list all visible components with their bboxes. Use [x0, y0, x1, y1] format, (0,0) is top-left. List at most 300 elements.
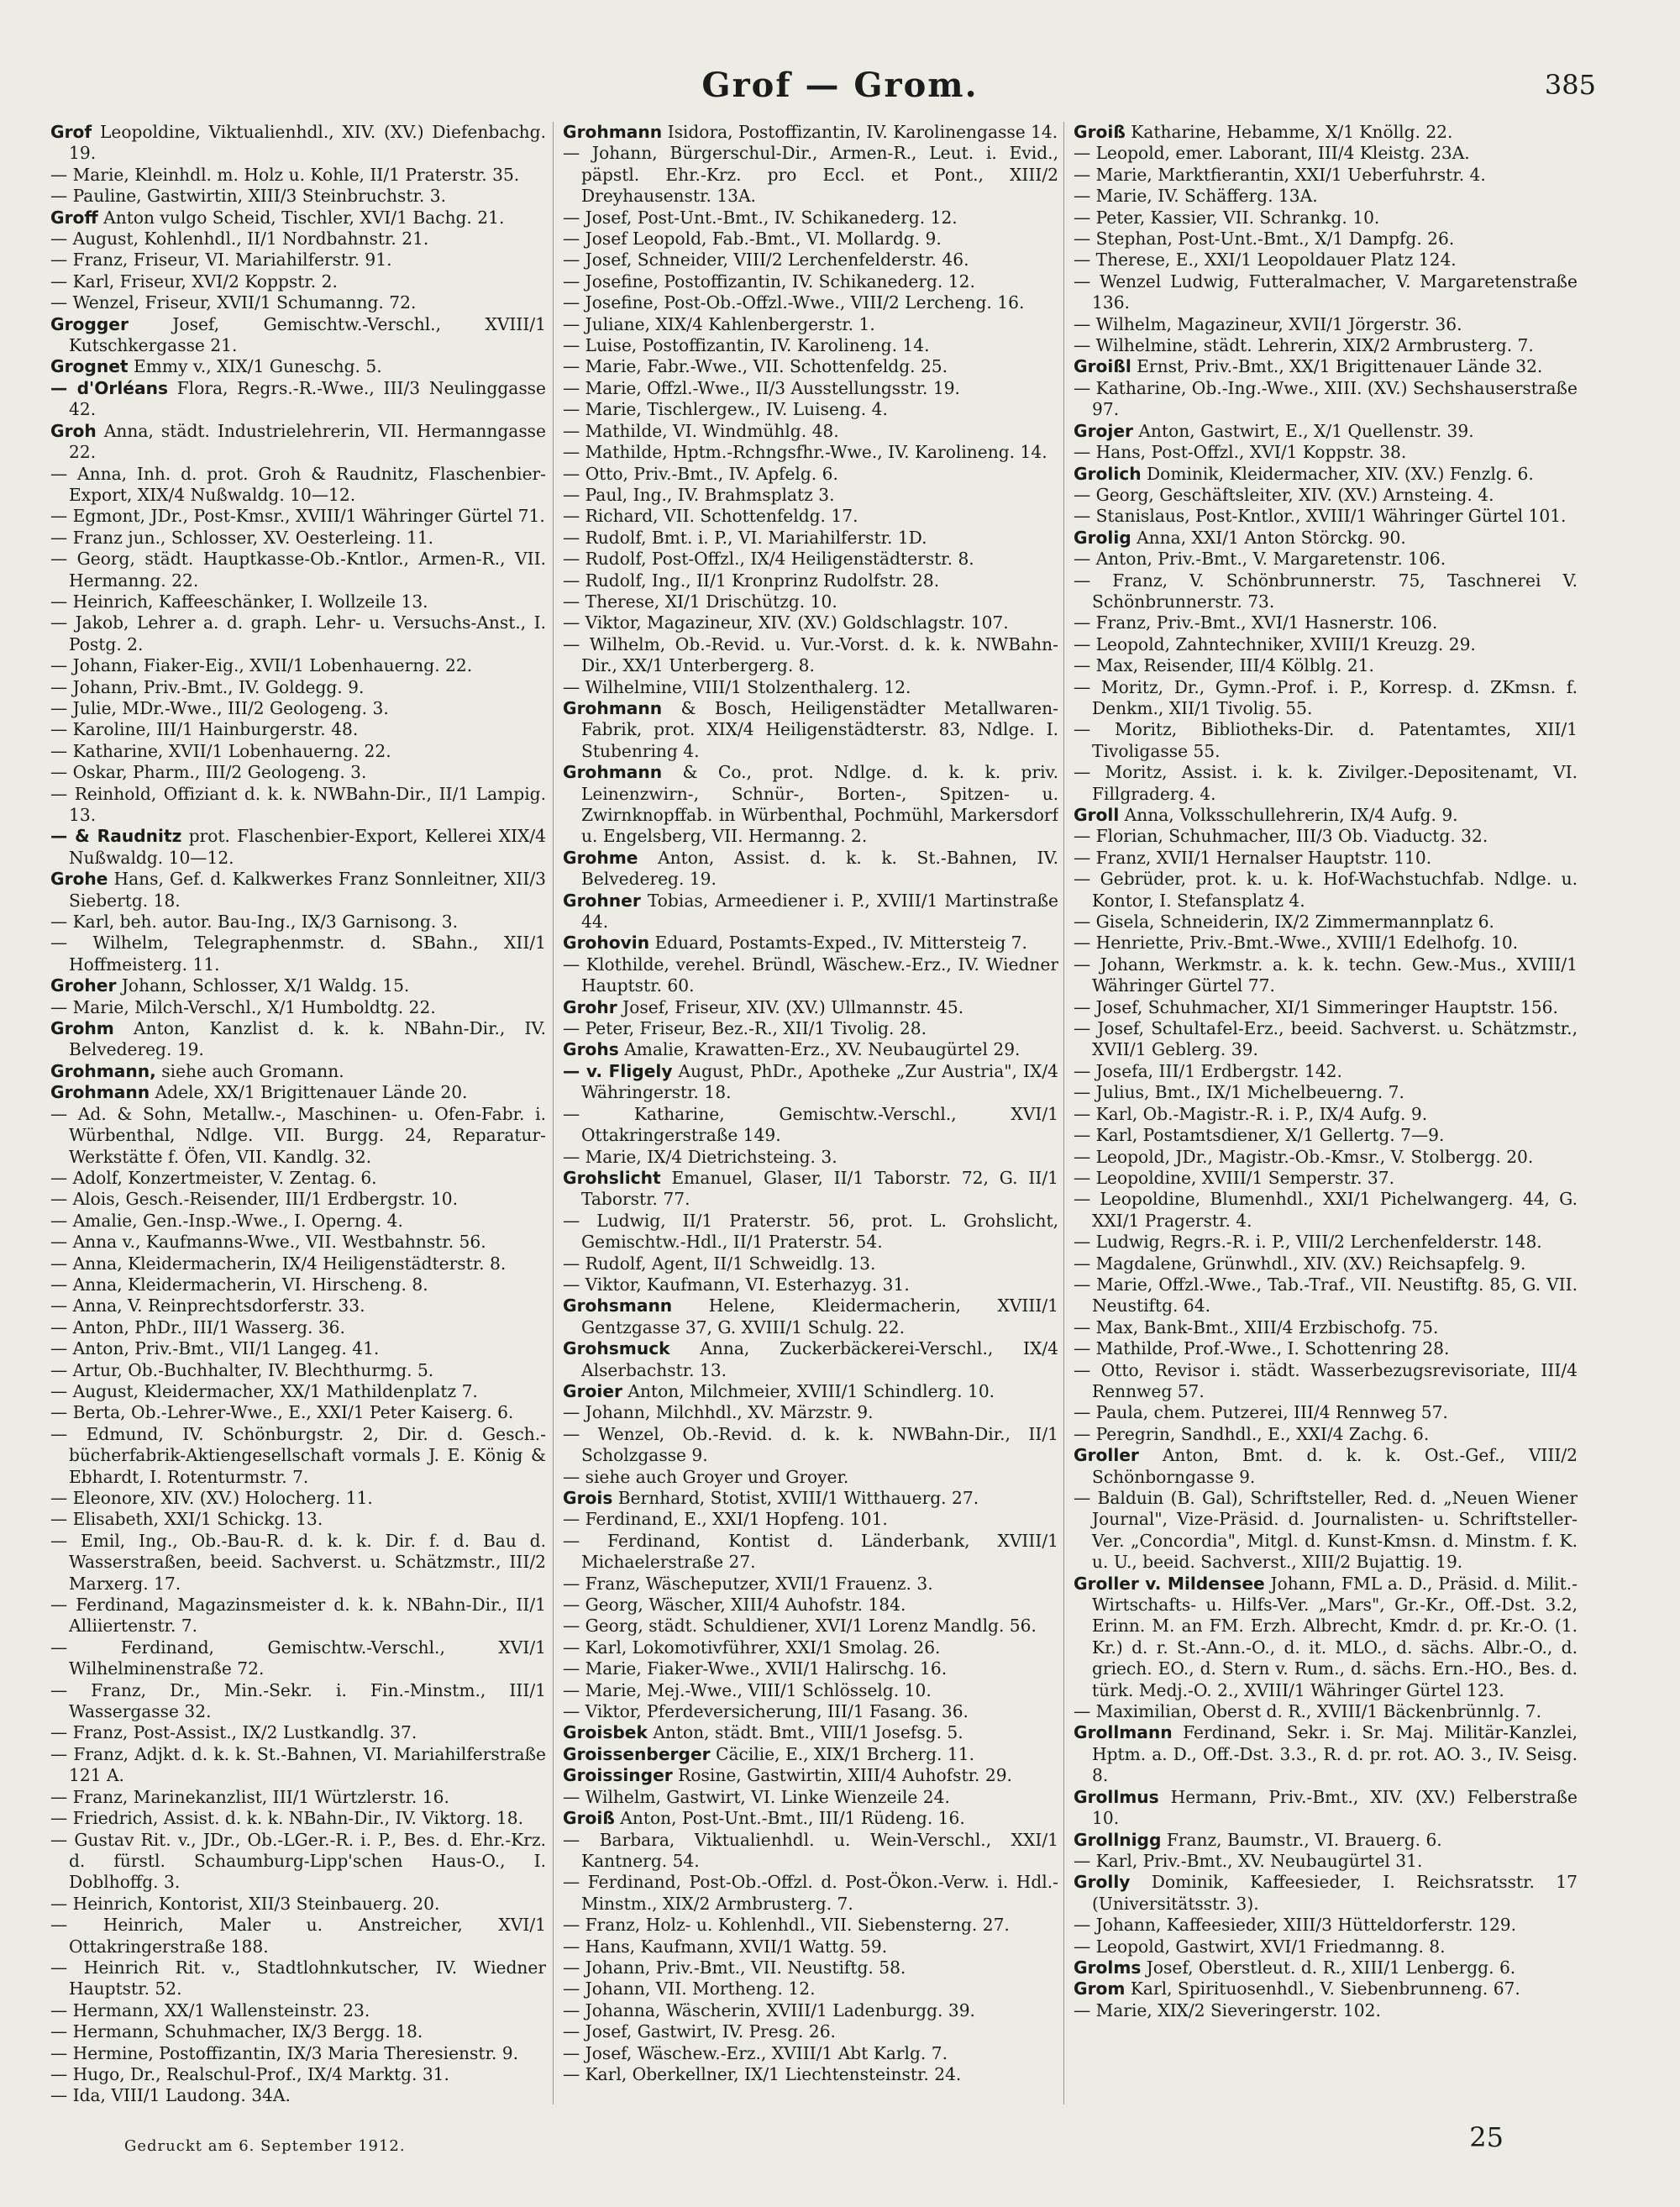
entry-surname: Groiß	[1074, 122, 1126, 142]
directory-entry	[50, 1061, 546, 1082]
directory-entry	[563, 208, 1058, 229]
entry-surname: Groißl	[1074, 356, 1131, 377]
directory-entry	[50, 677, 546, 698]
directory-entry	[1074, 1360, 1578, 1403]
directory-entry	[1074, 912, 1578, 933]
directory-entry	[50, 869, 546, 912]
entry-text: — Josef, Schultafel-Erz., beeid. Sachverst. u. Schätzmstr., XVII/1 Geblerg. 39.	[1074, 1018, 1578, 1060]
page-title: Grof — Grom.	[701, 66, 979, 105]
entry-text: — Georg, Wäscher, XIII/4 Auhofstr. 184.	[563, 1595, 906, 1616]
directory-entry	[563, 1616, 1058, 1637]
entry-surname: Grohmann	[50, 1082, 150, 1103]
entry-text: — Edmund, IV. Schönburgstr. 2, Dir. d. Gesch.-bücherfabrik-Aktiengesellschaft vormals J. E. König & Ebhardt, I. Rotenturmstr. 7.	[50, 1423, 546, 1487]
directory-entry	[50, 826, 546, 869]
directory-entry	[563, 1018, 1058, 1039]
entry-text: — Karl, Ob.-Magistr.-R. i. P., IX/4 Aufg. 9.	[1074, 1103, 1428, 1124]
entry-text: — Franz, V. Schönbrunnerstr. 75, Taschnerei V. Schönbrunnerstr. 73.	[1074, 570, 1578, 612]
directory-entry	[563, 1381, 1058, 1402]
directory-entry	[1074, 1915, 1578, 1936]
directory-entry	[1074, 1722, 1578, 1786]
entry-text: — Therese, XI/1 Drischützg. 10.	[563, 591, 837, 612]
directory-entry	[1074, 1253, 1578, 1274]
entry-text: Dominik, Kleidermacher, XIV. (XV.) Fenzlg. 6.	[1141, 463, 1534, 484]
entry-text: — Georg, städt. Schuldiener, XVI/1 Lorenz Mandlg. 56.	[563, 1616, 1037, 1637]
entry-text: — Gebrüder, prot. k. u. k. Hof-Wachstuchfab. Ndlge. u. Kontor, I. Stefansplatz 4.	[1074, 869, 1578, 911]
directory-entry	[50, 122, 546, 165]
entry-text: Eduard, Postamts-Exped., IV. Mittersteig 7.	[649, 933, 1027, 954]
directory-entry	[563, 1574, 1058, 1595]
directory-entry	[563, 506, 1058, 527]
directory-entry	[1074, 1018, 1578, 1061]
directory-entry	[563, 399, 1058, 420]
directory-entry	[1074, 933, 1578, 954]
entry-text: — Alois, Gesch.-Reisender, III/1 Erdbergstr. 10.	[50, 1189, 459, 1210]
entry-text: — Anna, Kleidermacherin, IX/4 Heiligenstädterstr. 8.	[50, 1253, 507, 1274]
directory-entry	[563, 421, 1058, 442]
entry-text: Rosine, Gastwirtin, XIII/4 Auhofstr. 29.	[672, 1765, 1012, 1786]
directory-entry	[563, 1274, 1058, 1295]
directory-entry	[563, 1531, 1058, 1574]
directory-entry	[563, 1488, 1058, 1509]
entry-text: — Marie, IX/4 Dietrichsteing. 3.	[563, 1146, 837, 1167]
entry-surname: Grolms	[1074, 1957, 1142, 1978]
entry-surname: Grolich	[1074, 463, 1142, 484]
directory-entry	[50, 912, 546, 933]
directory-entry	[50, 271, 546, 292]
entry-text: — Peter, Friseur, Bez.-R., XII/1 Tivolig. 28.	[563, 1018, 927, 1039]
directory-entry	[1074, 1125, 1578, 1146]
entry-surname: Groll	[1074, 805, 1120, 825]
entry-text: — Gisela, Schneiderin, IX/2 Zimmermannplatz 6.	[1074, 912, 1494, 933]
directory-entry	[1074, 506, 1578, 527]
entry-surname: Groff	[50, 207, 98, 228]
entry-text: — Karl, Postamtsdiener, X/1 Gellertg. 7—9.	[1074, 1125, 1445, 1146]
entry-text: — Oskar, Pharm., III/2 Geologeng. 3.	[50, 762, 367, 783]
entry-text: & Bosch, Heiligenstädter Metallwaren-Fabrik, prot. XIX/4 Heiligenstädterstr. 83, Ndlge. I. Stubenring 4.	[581, 697, 1058, 761]
directory-entry	[50, 356, 546, 377]
directory-entry	[50, 1338, 546, 1359]
entry-surname: Groiß	[563, 1808, 615, 1829]
entry-text: — Wenzel Ludwig, Futteralmacher, V. Margaretenstraße 136.	[1074, 271, 1578, 313]
directory-entry	[563, 2021, 1058, 2042]
entry-surname: Grohr	[563, 996, 617, 1017]
directory-entry	[50, 2021, 546, 2042]
entry-text: — Heinrich, Kaffeeschänker, I. Wollzeile 13.	[50, 591, 428, 612]
directory-entry	[50, 1189, 546, 1210]
entry-text: Anton, Milchmeier, XVIII/1 Schindlerg. 10.	[622, 1380, 995, 1401]
entry-text: — Franz, Holz- u. Kohlenhdl., VII. Siebensterng. 27.	[563, 1915, 1010, 1936]
entry-text: — Hermann, XX/1 Wallensteinstr. 23.	[50, 1999, 370, 2020]
entry-text: — Franz, Friseur, VI. Mariahilferstr. 91.	[50, 250, 392, 271]
entry-surname: Groh	[50, 420, 97, 441]
directory-entry	[50, 1317, 546, 1338]
directory-entry	[1074, 805, 1578, 826]
entry-text: — Franz, Dr., Min.-Sekr. i. Fin.-Minstm., III/1 Wassergasse 32.	[50, 1679, 546, 1722]
entry-surname: Groher	[50, 975, 117, 996]
entry-text: — Heinrich, Maler u. Anstreicher, XVI/1 Ottakringerstraße 188.	[50, 1915, 546, 1957]
entry-text: — Johanna, Wäscherin, XVIII/1 Ladenburgg. 39.	[563, 1999, 975, 2020]
directory-entry	[1074, 143, 1578, 164]
entry-text: Ferdinand, Sekr. i. Sr. Maj. Militär-Kanzlei, Hptm. a. D., Off.-Dst. 3.3., R. d. pr. rot. AO. 3., IV. Seisg. 8.	[1092, 1722, 1578, 1786]
directory-entry	[563, 1211, 1058, 1253]
entry-surname: Grohslicht	[563, 1167, 661, 1188]
directory-entry	[563, 2043, 1058, 2064]
entry-text: — Mathilde, Prof.-Wwe., I. Schottenring 28.	[1074, 1338, 1450, 1359]
entry-text: — Wilhelmine, städt. Lehrerin, XIX/2 Armbrusterg. 7.	[1074, 335, 1534, 356]
directory-entry	[563, 954, 1058, 997]
entry-text: — Mathilde, VI. Windmühlg. 48.	[563, 420, 839, 441]
entry-text: — Hermine, Postoffizantin, IX/3 Maria Theresienstr. 9.	[50, 2042, 519, 2063]
entry-surname: Groissenberger	[563, 1743, 711, 1764]
entry-text: — Anna, V. Reinprechtsdorferstr. 33.	[50, 1295, 365, 1316]
directory-entry	[50, 1104, 546, 1168]
entry-text: — Wenzel, Ob.-Revid. d. k. k. NWBahn-Dir., II/1 Scholzgasse 9.	[563, 1423, 1058, 1466]
entry-text: — Ferdinand, Post-Ob.-Offzl. d. Post-Ökon.-Verw. i. Hdl.-Minstm., XIX/2 Armbrusterg. 7.	[563, 1872, 1058, 1914]
directory-entry	[50, 1808, 546, 1829]
column-rule	[553, 122, 554, 2105]
directory-entry	[1074, 1872, 1578, 1915]
entry-text: — Leopold, Zahntechniker, XVIII/1 Kreuzg. 29.	[1074, 633, 1476, 654]
directory-entry	[1074, 421, 1578, 442]
entry-text: — Barbara, Viktualienhdl. u. Wein-Verschl., XXI/1 Kantnerg. 54.	[563, 1829, 1058, 1871]
entry-text: — Karl, Lokomotivführer, XXI/1 Smolag. 26.	[563, 1637, 941, 1658]
entry-text: — Marie, Tischlergew., IV. Luiseng. 4.	[563, 399, 888, 420]
entry-text: — Anna, Inh. d. prot. Groh & Raudnitz, Flaschenbier-Export, XIX/4 Nußwaldg. 10—12.	[50, 463, 546, 505]
entry-text: — Friedrich, Assist. d. k. k. NBahn-Dir., IV. Viktorg. 18.	[50, 1808, 524, 1829]
entry-surname: Groissinger	[563, 1765, 673, 1786]
directory-entry	[1074, 250, 1578, 271]
entry-surname: Grogger	[50, 313, 129, 334]
entry-text: Anton vulgo Scheid, Tischler, XVI/1 Bachg. 21.	[97, 207, 505, 228]
entry-text: — Marie, Fiaker-Wwe., XVII/1 Halirschg. 16.	[563, 1658, 948, 1679]
directory-entry	[563, 1509, 1058, 1530]
entry-text: Anton, städt. Bmt., VIII/1 Josefsg. 5.	[647, 1722, 963, 1743]
entry-text: — Karoline, III/1 Hainburgerstr. 48.	[50, 719, 359, 740]
directory-entry	[50, 2043, 546, 2064]
entry-text: — Ferdinand, Magazinsmeister d. k. k. NBahn-Dir., II/1 Alliiertenstr. 7.	[50, 1595, 546, 1637]
directory-entry	[1074, 869, 1578, 912]
entry-text: — Julie, MDr.-Wwe., III/2 Geologeng. 3.	[50, 697, 389, 718]
directory-entry	[563, 143, 1058, 207]
directory-entry	[1074, 378, 1578, 421]
entry-text: — Moritz, Dr., Gymn.-Prof. i. P., Korresp. d. ZKmsn. f. Denkm., XII/1 Tivolig. 55.	[1074, 676, 1578, 718]
directory-entry	[563, 1680, 1058, 1701]
entry-text: — Josefine, Post-Ob.-Offzl.-Wwe., VIII/2 Lercheng. 16.	[563, 292, 1025, 313]
entry-surname: Grohme	[563, 847, 638, 868]
entry-text: — Ludwig, II/1 Praterstr. 56, prot. L. Grohslicht, Gemischtw.-Hdl., II/1 Praterstr. 54.	[563, 1210, 1058, 1253]
entry-surname: Groller	[1074, 1445, 1139, 1466]
entry-text: — Karl, Oberkellner, IX/1 Liechtensteinstr. 24.	[563, 2063, 962, 2084]
entry-text: Adele, XX/1 Brigittenauer Lände 20.	[150, 1082, 468, 1103]
entry-text: — Ad. & Sohn, Metallw.-, Maschinen- u. Ofen-Fabr. i. Würbenthal, Ndlge. VII. Burgg. 24, Reparatur-Werkstätte f. Öfen, VII. Kandlg. 32.	[50, 1103, 546, 1167]
directory-entry	[1074, 826, 1578, 847]
entry-text: — Anna, Kleidermacherin, VI. Hirscheng. 8.	[50, 1274, 428, 1295]
directory-entry	[563, 1830, 1058, 1873]
entry-text: — Franz, Wäscheputzer, XVII/1 Frauenz. 3.	[563, 1573, 933, 1594]
directory-entry	[1074, 1851, 1578, 1872]
entry-text: — Klothilde, verehel. Bründl, Wäschew.-Erz., IV. Wiedner Hauptstr. 60.	[563, 954, 1058, 996]
entry-text: — Mathilde, Hptm.-Rchngsfhr.-Wwe., IV. Karolineng. 14.	[563, 442, 1047, 463]
directory-entry	[50, 2085, 546, 2106]
directory-entry	[563, 848, 1058, 891]
directory-entry	[563, 356, 1058, 377]
directory-entry	[50, 464, 546, 507]
entry-surname: Grohsmuck	[563, 1338, 670, 1359]
directory-entry	[563, 1744, 1058, 1765]
entry-text: Emmy v., XIX/1 Guneschg. 5.	[128, 356, 382, 377]
entry-text: — Ferdinand, Kontist d. Länderbank, XVIII/1 Michaelerstraße 27.	[563, 1530, 1058, 1573]
directory-entry	[50, 1232, 546, 1253]
entry-text: Dominik, Kaffeesieder, I. Reichsratsstr. 17 (Universitätsstr. 3).	[1092, 1872, 1578, 1914]
directory-entry	[50, 591, 546, 612]
entry-text: — Egmont, JDr., Post-Kmsr., XVIII/1 Währinger Gürtel 71.	[50, 506, 545, 527]
entry-text: — Josefa, III/1 Erdbergstr. 142.	[1074, 1060, 1342, 1081]
directory-entry	[1074, 356, 1578, 377]
entry-text: — Wilhelm, Gastwirt, VI. Linke Wienzeile 24.	[563, 1786, 950, 1807]
entry-text: — Georg, Geschäftsleiter, XIV. (XV.) Arnsteing. 4.	[1074, 484, 1494, 505]
directory-entry	[1074, 1402, 1578, 1423]
directory-entry	[1074, 335, 1578, 356]
entry-text: — Amalie, Gen.-Insp.-Wwe., I. Operng. 4.	[50, 1210, 403, 1231]
directory-entry	[563, 612, 1058, 633]
directory-entry	[563, 1637, 1058, 1658]
entry-text: Bernhard, Stotist, XVIII/1 Witthauerg. 27.	[612, 1488, 979, 1508]
entry-text: — Stanislaus, Post-Kntlor., XVIII/1 Währinger Gürtel 101.	[1074, 506, 1567, 527]
directory-entry	[1074, 314, 1578, 335]
column-1	[50, 122, 546, 2113]
directory-entry	[1074, 549, 1578, 570]
entry-text: — Viktor, Magazineur, XIV. (XV.) Goldschlagstr. 107.	[563, 612, 1009, 633]
directory-entry	[1074, 442, 1578, 463]
directory-entry	[563, 122, 1058, 143]
directory-entry	[50, 1595, 546, 1637]
entry-text: August, PhDr., Apotheke „Zur Austria", IX/4 Währingerstr. 18.	[581, 1060, 1058, 1103]
entry-text: — Moritz, Assist. i. k. k. Zivilger.-Depositenamt, VI. Fillgraderg. 4.	[1074, 762, 1578, 804]
entry-text: — Marie, Offzl.-Wwe., Tab.-Traf., VII. Neustiftg. 85, G. VII. Neustiftg. 64.	[1074, 1274, 1578, 1316]
entry-text: — Franz, Post-Assist., IX/2 Lustkandlg. 37.	[50, 1722, 417, 1743]
directory-entry	[50, 186, 546, 207]
directory-entry	[1074, 1424, 1578, 1445]
directory-entry	[563, 1957, 1058, 1978]
entry-surname: — d'Orléans	[50, 377, 168, 398]
directory-entry	[50, 1488, 546, 1509]
entry-text: — Leopold, emer. Laborant, III/4 Kleistg. 23A.	[1074, 143, 1470, 164]
entry-text: Hans, Gef. d. Kalkwerkes Franz Sonnleitner, XII/3 Siebertg. 18.	[69, 869, 546, 911]
directory-entry	[1074, 1232, 1578, 1253]
page-number: 385	[1544, 69, 1596, 101]
entry-text: — Therese, E., XXI/1 Leopoldauer Platz 124.	[1074, 250, 1457, 271]
entry-text: — Emil, Ing., Ob.-Bau-R. d. k. k. Dir. f. d. Bau d. Wasserstraßen, beeid. Sachverst. u. Schätzmstr., III/2 Marxerg. 17.	[50, 1530, 546, 1594]
directory-entry	[1074, 612, 1578, 633]
entry-text: — Josef, Wäschew.-Erz., XVIII/1 Abt Karlg. 7.	[563, 2042, 948, 2063]
entry-text: — Marie, Mej.-Wwe., VIII/1 Schlösselg. 10.	[563, 1679, 932, 1700]
directory-entry	[563, 677, 1058, 698]
entry-text: Anton, Bmt. d. k. k. Ost.-Gef., VIII/2 Schönborngasse 9.	[1092, 1445, 1578, 1487]
directory-entry	[1074, 1168, 1578, 1189]
entry-surname: Grohs	[563, 1039, 619, 1060]
entry-surname: Grois	[563, 1488, 613, 1508]
entry-surname: Grohsmann	[563, 1295, 673, 1316]
entry-text: Anton, Post-Unt.-Bmt., III/1 Rüdeng. 16.	[614, 1808, 965, 1829]
directory-entry	[563, 570, 1058, 591]
directory-entry	[563, 271, 1058, 292]
entry-text: — Magdalene, Grünwhdl., XIV. (XV.) Reichsapfelg. 9.	[1074, 1253, 1526, 1274]
directory-entry	[1074, 1061, 1578, 1082]
entry-text: Cäcilie, E., XIX/1 Brcherg. 11.	[710, 1743, 974, 1764]
entry-text: Karl, Spirituosenhdl., V. Siebenbrunneng. 67.	[1125, 1978, 1520, 1999]
directory-entry	[563, 314, 1058, 335]
directory-entry	[50, 784, 546, 827]
directory-entry	[563, 378, 1058, 399]
entry-text: — Richard, VII. Schottenfeldg. 17.	[563, 506, 858, 527]
entry-surname: Grolig	[1074, 527, 1131, 548]
directory-entry	[1074, 1082, 1578, 1103]
entry-text: — Johann, Priv.-Bmt., IV. Goldegg. 9.	[50, 676, 365, 697]
entry-text: — Viktor, Pferdeversicherung, III/1 Fasang. 36.	[563, 1701, 969, 1722]
directory-entry	[50, 549, 546, 591]
entry-text: — Heinrich, Kontorist, XII/3 Steinbauerg. 20.	[50, 1893, 440, 1914]
entry-text: — Wilhelm, Telegraphenmstr. d. SBahn., XII/1 Hoffmeisterg. 11.	[50, 933, 546, 975]
directory-entry	[50, 1894, 546, 1915]
directory-entry	[1074, 634, 1578, 655]
directory-entry	[563, 1168, 1058, 1211]
directory-entry	[1074, 1338, 1578, 1359]
entry-surname: Grohmann	[563, 762, 663, 783]
entry-text: — Marie, Marktfierantin, XXI/1 Ueberfuhrstr. 4.	[1074, 164, 1486, 185]
directory-entry	[50, 933, 546, 975]
entry-text: — Balduin (B. Gal), Schriftsteller, Red. d. „Neuen Wiener Journal", Vize-Präsid. d. Journalisten- u. Schriftsteller-Ver. „Concordia", Mitgl. d. Kunst-Kmsn. d. Minstm. f. K. u. U., beeid. Sachverst., XIII/2 Bujattig. 19.	[1074, 1488, 1578, 1573]
directory-entry	[1074, 655, 1578, 676]
directory-entry	[1074, 1787, 1578, 1830]
directory-entry	[1074, 122, 1578, 143]
directory-entry	[50, 1402, 546, 1423]
entry-surname: Grollmus	[1074, 1786, 1159, 1807]
entry-text: — Johann, Kaffeesieder, XIII/3 Hütteldorferstr. 129.	[1074, 1915, 1517, 1936]
directory-entry	[563, 1253, 1058, 1274]
page-header	[50, 66, 1630, 124]
entry-text: — Leopoldine, Blumenhdl., XXI/1 Pichelwangerg. 44, G. XXI/1 Pragerstr. 4.	[1074, 1189, 1578, 1231]
entry-text: — Otto, Revisor i. städt. Wasserbezugsrevisoriate, III/4 Rennweg 57.	[1074, 1359, 1578, 1401]
directory-entry	[50, 165, 546, 186]
directory-entry	[1074, 1574, 1578, 1701]
entry-text: — Ferdinand, E., XXI/1 Hopfeng. 101.	[563, 1509, 888, 1530]
entry-surname: Grof	[50, 122, 92, 142]
directory-entry	[1074, 186, 1578, 207]
entry-text: — Reinhold, Offiziant d. k. k. NWBahn-Dir., II/1 Lampig. 13.	[50, 783, 546, 825]
directory-entry	[50, 1168, 546, 1189]
entry-text: — Marie, IV. Schäfferg. 13A.	[1074, 186, 1318, 207]
directory-entry	[50, 1274, 546, 1295]
directory-entry	[563, 464, 1058, 485]
entry-surname: Grohe	[50, 869, 108, 890]
entry-text: — Elisabeth, XXI/1 Schickg. 13.	[50, 1509, 323, 1530]
entry-text: — Gustav Rit. v., JDr., Ob.-LGer.-R. i. P., Bes. d. Ehr.-Krz. d. fürstl. Schaumburg-Lipp'schen Haus-O., I. Doblhoffg. 3.	[50, 1829, 546, 1893]
directory-entry	[50, 1253, 546, 1274]
entry-text: — Pauline, Gastwirtin, XIII/3 Steinbruchstr. 3.	[50, 186, 447, 207]
directory-entry	[563, 549, 1058, 570]
entry-text: — Marie, Milch-Verschl., X/1 Humboldtg. 22.	[50, 996, 436, 1017]
entry-surname: Grom	[1074, 1978, 1126, 1999]
entry-surname: — v. Fligely	[563, 1060, 673, 1081]
directory-entry	[50, 229, 546, 250]
entry-text: — Julius, Bmt., IX/1 Michelbeuerng. 7.	[1074, 1082, 1404, 1103]
directory-entry	[563, 292, 1058, 313]
directory-entry	[563, 762, 1058, 848]
entry-text: prot. Flaschenbier-Export, Kellerei XIX/4 Nußwaldg. 10—12.	[69, 826, 546, 868]
directory-entry	[563, 528, 1058, 549]
directory-entry	[1074, 485, 1578, 506]
entry-surname: Grojer	[1074, 420, 1133, 441]
directory-entry	[50, 698, 546, 719]
directory-entry	[563, 1701, 1058, 1722]
entry-text: — Wilhelm, Ob.-Revid. u. Vur.-Vorst. d. k. k. NWBahn-Dir., XX/1 Unterbergerg. 8.	[563, 633, 1058, 676]
directory-entry	[563, 1978, 1058, 1999]
directory-entry	[1074, 1445, 1578, 1488]
entry-text: — Max, Bank-Bmt., XIII/4 Erzbischofg. 75.	[1074, 1316, 1439, 1337]
directory-entry	[563, 1936, 1058, 1957]
directory-entry	[50, 1787, 546, 1808]
entry-text: Anton, Kanzlist d. k. k. NBahn-Dir., IV. Belvedereg. 19.	[69, 1018, 546, 1060]
entry-text: — Luise, Postoffizantin, IV. Karolineng. 14.	[563, 335, 930, 356]
entry-text: — Rudolf, Agent, II/1 Schweidlg. 13.	[563, 1253, 876, 1274]
directory-entry	[563, 2064, 1058, 2085]
directory-entry	[563, 997, 1058, 1018]
entry-text: — Marie, Offzl.-Wwe., II/3 Ausstellungsstr. 19.	[563, 377, 960, 398]
entry-text: Flora, Regrs.-R.-Wwe., III/3 Neulinggasse 42.	[69, 377, 546, 420]
entry-text: — Franz jun., Schlosser, XV. Oesterleing. 11.	[50, 527, 434, 548]
directory-entry	[50, 1424, 546, 1488]
entry-text: — Johann, Fiaker-Eig., XVII/1 Lobenhauerng. 22.	[50, 655, 473, 676]
entry-text: Franz, Baumstr., VI. Brauerg. 6.	[1161, 1829, 1442, 1850]
entry-surname: Grollmann	[1074, 1722, 1173, 1743]
entry-text: — Josef, Post-Unt.-Bmt., IV. Schikanederg. 12.	[563, 207, 958, 228]
entry-text: Anton, Gastwirt, E., X/1 Quellenstr. 39.	[1132, 420, 1474, 441]
entry-surname: Grohmann,	[50, 1060, 156, 1081]
entry-surname: Grohmann	[563, 122, 663, 142]
entry-text: Johann, Schlosser, X/1 Waldg. 15.	[116, 975, 410, 996]
print-date: Gedruckt am 6. September 1912.	[124, 2137, 406, 2155]
entry-text: — Franz, Marinekanzlist, III/1 Würtzlerstr. 16.	[50, 1786, 449, 1807]
directory-entry	[1074, 208, 1578, 229]
entry-text: — Eleonore, XIV. (XV.) Holocherg. 11.	[50, 1488, 373, 1508]
directory-entry	[1074, 1274, 1578, 1317]
directory-entry	[50, 1830, 546, 1894]
entry-text: — Josef Leopold, Fab.-Bmt., VI. Mollardg. 9.	[563, 229, 942, 250]
entry-surname: Groller v. Mildensee	[1074, 1573, 1265, 1594]
directory-entry	[1074, 1830, 1578, 1851]
entry-text: — Heinrich Rit. v., Stadtlohnkutscher, IV. Wiedner Hauptstr. 52.	[50, 1957, 546, 1999]
entry-text: — Florian, Schuhmacher, III/3 Ob. Viaductg. 32.	[1074, 826, 1488, 847]
directory-entry	[563, 1872, 1058, 1915]
directory-entry	[563, 442, 1058, 463]
entry-text: — Leopold, JDr., Magistr.-Ob.-Kmsr., V. Stolbergg. 20.	[1074, 1146, 1534, 1167]
directory-entry	[50, 1082, 546, 1103]
entry-text: — Johann, Bürgerschul-Dir., Armen-R., Leut. i. Evid., päpstl. Ehr.-Krz. pro Eccl. et Pont., XIII/2 Dreyhausenstr. 13A.	[563, 143, 1058, 207]
entry-surname: Groisbek	[563, 1722, 648, 1743]
entry-text: — Henriette, Priv.-Bmt.-Wwe., XVIII/1 Edelhofg. 10.	[1074, 933, 1519, 954]
entry-text: — Marie, XIX/2 Sieveringerstr. 102.	[1074, 1999, 1381, 2020]
directory-entry	[50, 506, 546, 527]
entry-text: — Peter, Kassier, VII. Schrankg. 10.	[1074, 207, 1380, 228]
directory-entry	[1074, 762, 1578, 805]
entry-text: — Max, Reisender, III/4 Kölblg. 21.	[1074, 655, 1374, 676]
directory-entry	[1074, 464, 1578, 485]
entry-text: — Marie, Fabr.-Wwe., VII. Schottenfeldg. 25.	[563, 356, 948, 377]
directory-entry	[563, 1061, 1058, 1104]
directory-entry	[1074, 1701, 1578, 1722]
entry-surname: Grohner	[563, 890, 641, 911]
entry-text: Anton, Assist. d. k. k. St.-Bahnen, IV. Belvedereg. 19.	[581, 847, 1058, 890]
